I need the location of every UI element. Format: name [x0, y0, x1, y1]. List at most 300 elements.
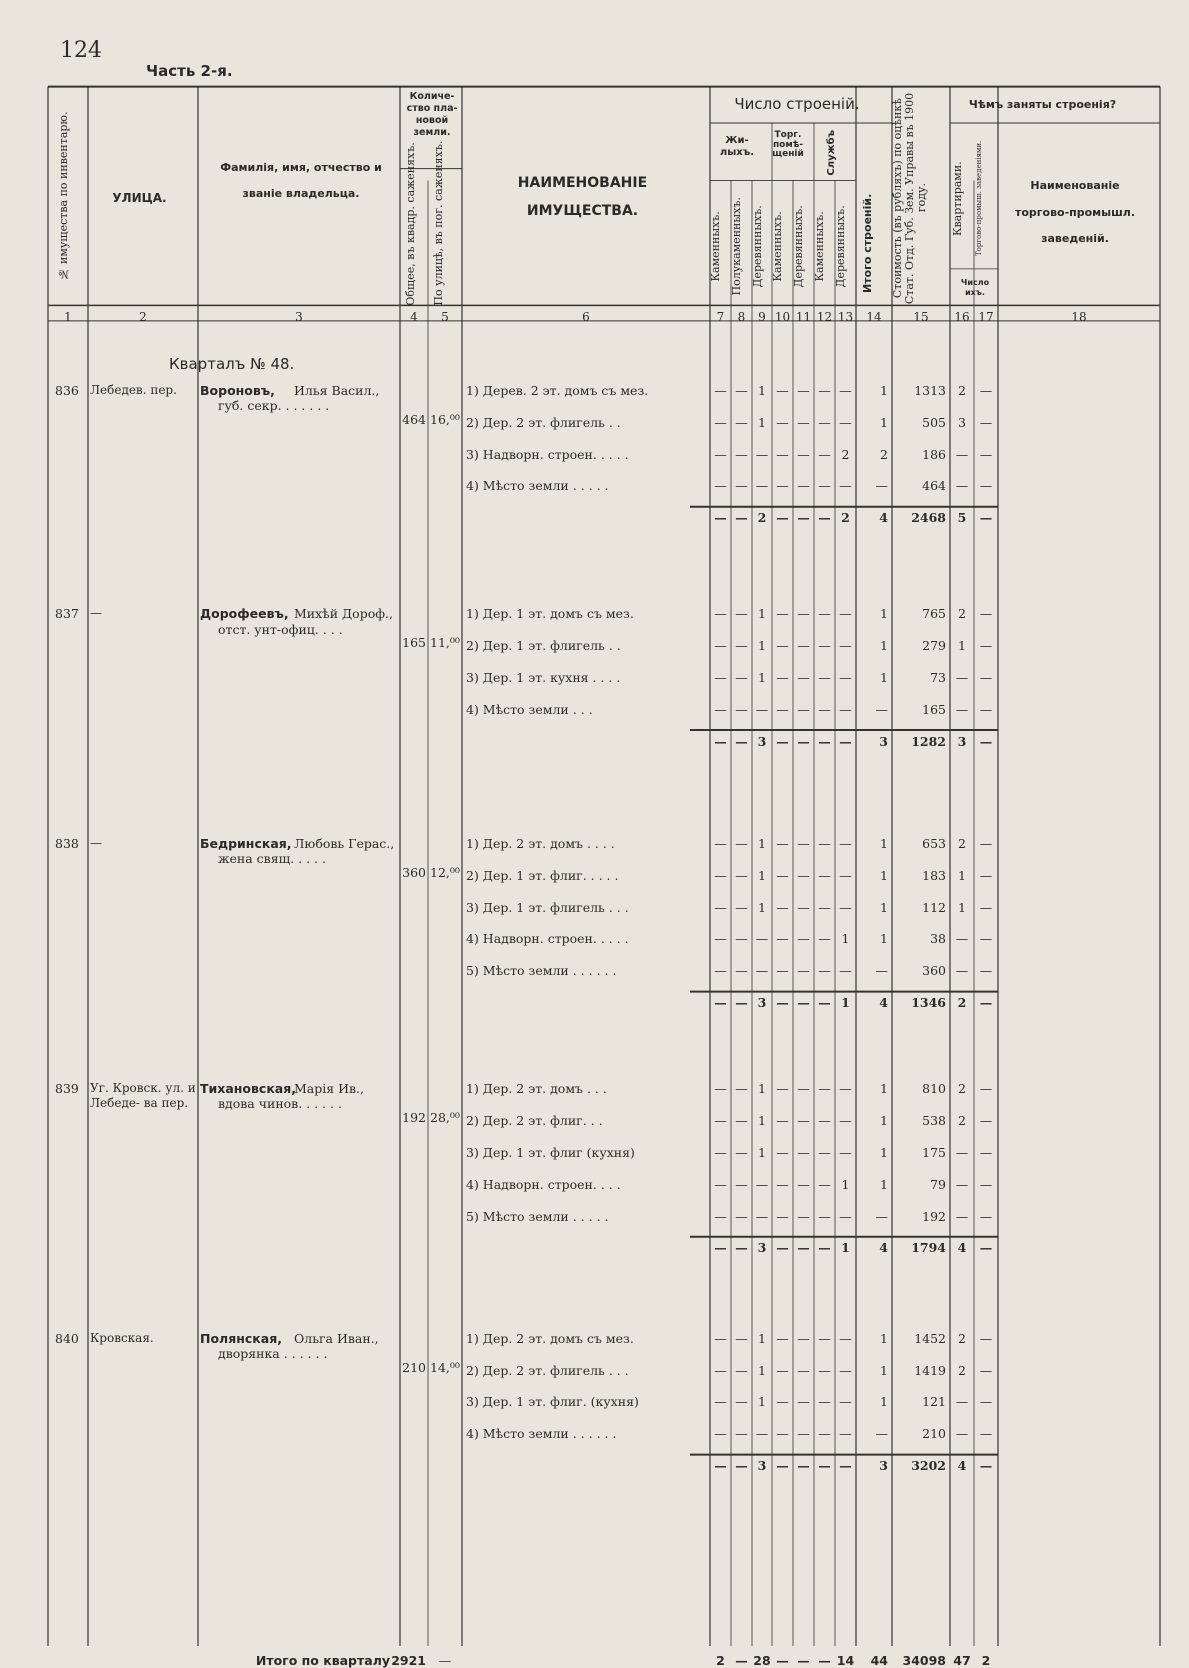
item-c14: 1: [880, 1330, 888, 1346]
item-c11: —: [797, 1176, 810, 1192]
item-c13: —: [839, 899, 852, 915]
subtotal-c16: 4: [957, 1458, 967, 1474]
grand-total-label: Итого по кварталу: [255, 1653, 390, 1668]
property-item: 2) Дер. 1 эт. флиг. . . . .: [466, 867, 619, 883]
grand-c17: 2: [981, 1653, 991, 1668]
subtotal-c14: 4: [879, 995, 888, 1011]
item-c8: —: [735, 669, 748, 685]
column-number: 15: [913, 309, 929, 324]
subtotal-c12: —: [818, 995, 831, 1011]
item-c12: —: [818, 1112, 831, 1128]
item-c8: —: [735, 1426, 748, 1442]
item-cost: 810: [922, 1080, 946, 1096]
subtotal-c11: —: [797, 995, 810, 1011]
frontage: 14,⁰⁰: [430, 1359, 460, 1375]
item-c13: —: [839, 478, 852, 494]
item-c9: 1: [758, 637, 766, 653]
item-c16: —: [955, 1176, 969, 1192]
item-c7: —: [714, 1208, 727, 1224]
item-c10: —: [776, 835, 789, 851]
subtotal-c8: —: [735, 1240, 748, 1256]
item-c10: —: [776, 1144, 789, 1160]
item-c9: —: [755, 701, 769, 717]
subtotal-c12: —: [818, 1240, 831, 1256]
column-number: 4: [410, 309, 418, 324]
property-item: 1) Дер. 2 эт. домъ . . .: [466, 1080, 607, 1096]
item-c10: —: [776, 1208, 789, 1224]
header-street: УЛИЦА.: [112, 191, 167, 206]
item-c7: —: [714, 1112, 727, 1128]
grand-c8: —: [735, 1653, 748, 1668]
subtotal-c10: —: [776, 510, 789, 526]
column-number: 14: [866, 309, 882, 324]
item-c16: —: [955, 931, 969, 947]
header-owner: Фамилія, имя, отчество и званіе владельца.: [220, 160, 382, 201]
item-c8: —: [735, 1362, 748, 1378]
subtotal-c11: —: [797, 733, 810, 749]
item-c8: —: [735, 1394, 748, 1410]
header-c13: Деревянныхъ.: [834, 204, 847, 288]
owner-surname: Вороновъ,: [200, 382, 275, 398]
item-c16: —: [955, 701, 969, 717]
item-c17: —: [979, 1330, 993, 1346]
item-c13: —: [839, 1362, 852, 1378]
item-cost: 538: [922, 1112, 946, 1128]
item-c8: —: [735, 899, 748, 915]
owner-name: Михѣй Дороф.,: [294, 606, 393, 622]
property-item: 4) Мѣсто земли . . . . .: [466, 478, 609, 494]
item-c17: —: [979, 606, 993, 622]
item-c11: —: [797, 1112, 810, 1128]
item-c10: —: [776, 867, 789, 883]
item-c7: —: [714, 931, 727, 947]
item-c11: —: [797, 1426, 810, 1442]
item-c9: —: [755, 478, 769, 494]
owner-title: губ. секр. . . . . . .: [218, 398, 330, 414]
subtotal-c17: —: [979, 733, 993, 749]
property-item: 3) Надворн. строен. . . . .: [466, 446, 629, 462]
column-number: 5: [441, 309, 449, 324]
item-c9: 1: [758, 1330, 766, 1346]
item-c9: —: [755, 446, 769, 462]
header-area: Общее, въ квадр. саженяхъ.: [404, 141, 417, 306]
item-cost: 505: [922, 414, 946, 430]
item-c12: —: [818, 1080, 831, 1096]
header-occupied: Чѣмъ заняты строенія?: [968, 98, 1117, 112]
item-c14: 1: [880, 1362, 888, 1378]
item-c13: —: [839, 1426, 852, 1442]
item-cost: 79: [930, 1176, 946, 1192]
item-c16: —: [955, 1426, 969, 1442]
item-c9: —: [755, 1426, 769, 1442]
item-c9: 1: [758, 669, 766, 685]
header-living: Жи- лыхъ.: [719, 134, 755, 159]
item-c11: —: [797, 637, 810, 653]
header-c7: Каменныхъ.: [709, 210, 722, 282]
item-c13: —: [839, 637, 852, 653]
item-c12: —: [818, 1176, 831, 1192]
item-c8: —: [735, 446, 748, 462]
item-c7: —: [714, 669, 727, 685]
column-number: 16: [954, 309, 970, 324]
item-c17: —: [979, 931, 993, 947]
column-number: 6: [582, 309, 590, 324]
item-c14: —: [875, 701, 888, 717]
item-c13: —: [839, 414, 852, 430]
item-c13: —: [839, 701, 852, 717]
item-c11: —: [797, 1394, 810, 1410]
grand-c11: —: [797, 1653, 810, 1668]
item-c10: —: [776, 1426, 789, 1442]
item-c7: —: [714, 899, 727, 915]
subtotal-c14: 4: [879, 510, 888, 526]
item-c14: 2: [880, 446, 888, 462]
subtotal-c9: 3: [757, 1458, 767, 1474]
item-cost: 279: [922, 637, 946, 653]
item-c13: —: [839, 382, 852, 398]
subtotal-c7: —: [714, 1240, 727, 1256]
item-c7: —: [714, 1144, 727, 1160]
subtotal-c11: —: [797, 510, 810, 526]
item-c9: 1: [758, 1080, 766, 1096]
item-c9: 1: [758, 414, 766, 430]
item-c7: —: [714, 835, 727, 851]
property-number: 837: [55, 606, 79, 622]
quarter-title: Кварталъ № 48.: [169, 355, 295, 374]
item-c11: —: [797, 931, 810, 947]
item-c17: —: [979, 478, 993, 494]
item-c7: —: [714, 1362, 727, 1378]
owner-surname: Тихановская,: [200, 1080, 297, 1096]
item-c13: 1: [841, 931, 850, 947]
item-c13: —: [839, 1394, 852, 1410]
subtotal-c9: 3: [757, 733, 767, 749]
item-c16: 2: [958, 382, 966, 398]
item-c17: —: [979, 1362, 993, 1378]
owner-name: Любовь Герас.,: [294, 835, 395, 851]
property-item: 2) Дер. 2 эт. флигель . .: [466, 414, 621, 430]
item-c7: —: [714, 382, 727, 398]
item-c11: —: [797, 701, 810, 717]
property-item: 1) Дер. 2 эт. домъ . . . .: [466, 835, 615, 851]
item-cost: 653: [922, 835, 946, 851]
item-c8: —: [735, 963, 748, 979]
subtotal-c12: —: [818, 733, 831, 749]
item-c17: —: [979, 1144, 993, 1160]
item-c14: 1: [880, 1080, 888, 1096]
item-c16: 2: [958, 835, 966, 851]
header-c12: Каменныхъ.: [813, 210, 826, 282]
subtotal-c10: —: [776, 1240, 789, 1256]
item-c16: —: [955, 669, 969, 685]
property-item: 3) Дер. 1 эт. флиг (кухня): [466, 1144, 635, 1160]
column-number: 1: [64, 309, 72, 324]
owner-title: дворянка . . . . . .: [218, 1346, 328, 1362]
item-c16: 1: [958, 867, 966, 883]
land-area: 192: [402, 1110, 426, 1126]
column-number: 3: [295, 309, 303, 324]
item-c11: —: [797, 606, 810, 622]
street: Уг. Кровск. ул. и Лебеде- ва пер.: [90, 1080, 196, 1110]
item-c14: 1: [880, 414, 888, 430]
land-area: 360: [402, 864, 426, 880]
property-item: 3) Дер. 1 эт. флиг. (кухня): [466, 1394, 639, 1410]
property-item: 2) Дер. 2 эт. флиг. . .: [466, 1112, 603, 1128]
subtotal-cost: 1346: [911, 995, 946, 1011]
subtotal-c16: 5: [957, 510, 967, 526]
owner-title: отст. унт-офиц. . . .: [218, 621, 343, 637]
property-item: 3) Дер. 1 эт. кухня . . . .: [466, 669, 621, 685]
item-c17: —: [979, 835, 993, 851]
header-c16: Квартирами.: [951, 160, 964, 236]
property-item: 4) Надворн. строен. . . . .: [466, 931, 629, 947]
subtotal-c17: —: [979, 1458, 993, 1474]
property-item: 4) Мѣсто земли . . .: [466, 701, 593, 717]
item-c17: —: [979, 1426, 993, 1442]
item-c16: 2: [958, 606, 966, 622]
column-number: 2: [139, 309, 147, 324]
item-c12: —: [818, 701, 831, 717]
item-c10: —: [776, 1330, 789, 1346]
item-c13: —: [839, 1080, 852, 1096]
item-c17: —: [979, 899, 993, 915]
subtotal-cost: 1282: [911, 733, 946, 749]
item-c13: —: [839, 606, 852, 622]
item-cost: 73: [930, 669, 946, 685]
item-c8: —: [735, 1080, 748, 1096]
item-c16: 2: [958, 1080, 966, 1096]
property-number: 836: [55, 382, 79, 398]
item-c17: —: [979, 1112, 993, 1128]
subtotal-c17: —: [979, 510, 993, 526]
subtotal-c13: 1: [841, 1240, 850, 1256]
item-c10: —: [776, 899, 789, 915]
item-c10: —: [776, 637, 789, 653]
header-c8: Полукаменныхъ.: [730, 196, 743, 296]
street: Лебедев. пер.: [90, 382, 177, 397]
property-item: 1) Дерев. 2 эт. домъ съ мез.: [466, 382, 649, 398]
column-number: 11: [795, 309, 812, 324]
item-c12: —: [818, 478, 831, 494]
header-count: Число ихъ.: [960, 277, 990, 297]
item-c7: —: [714, 446, 727, 462]
property-number: 840: [55, 1330, 79, 1346]
item-c7: —: [714, 478, 727, 494]
item-c10: —: [776, 1080, 789, 1096]
grand-c7: 2: [716, 1653, 725, 1668]
item-c17: —: [979, 963, 993, 979]
item-c11: —: [797, 414, 810, 430]
item-c10: —: [776, 382, 789, 398]
item-c8: —: [735, 382, 748, 398]
item-c8: —: [735, 1176, 748, 1192]
item-c11: —: [797, 899, 810, 915]
header-c17: Торгово-промыш. заведеніями.: [975, 140, 983, 256]
owner-surname: Дорофеевъ,: [200, 606, 289, 622]
subtotal-c10: —: [776, 733, 789, 749]
item-c11: —: [797, 446, 810, 462]
item-c7: —: [714, 637, 727, 653]
property-number: 838: [55, 835, 79, 851]
item-c8: —: [735, 1144, 748, 1160]
item-cost: 1419: [914, 1362, 946, 1378]
property-number: 839: [55, 1080, 79, 1096]
grand-c9: 28: [753, 1653, 771, 1668]
item-c7: —: [714, 414, 727, 430]
item-c14: 1: [880, 382, 888, 398]
item-c9: 1: [758, 1394, 766, 1410]
item-c12: —: [818, 835, 831, 851]
land-area: 165: [402, 635, 426, 651]
header-c10: Каменныхъ.: [771, 210, 784, 282]
item-c8: —: [735, 835, 748, 851]
column-number: 10: [774, 309, 791, 324]
street: Кровская.: [90, 1330, 154, 1345]
subtotal-c12: —: [818, 510, 831, 526]
item-c9: 1: [758, 1362, 766, 1378]
subtotal-c9: 3: [757, 1240, 767, 1256]
item-cost: 1452: [914, 1330, 946, 1346]
item-c12: —: [818, 1208, 831, 1224]
column-number: 7: [716, 309, 725, 324]
item-c10: —: [776, 963, 789, 979]
subtotal-c11: —: [797, 1240, 810, 1256]
item-c7: —: [714, 1426, 727, 1442]
subtotal-c11: —: [797, 1458, 810, 1474]
header-trade: Торг. помѣ- щеній: [772, 130, 804, 160]
item-c12: —: [818, 669, 831, 685]
item-c10: —: [776, 414, 789, 430]
item-c8: —: [735, 478, 748, 494]
header-service: Службъ: [826, 130, 837, 176]
grand-cost: 34098: [902, 1653, 946, 1668]
item-cost: 1313: [914, 382, 946, 398]
item-c17: —: [979, 1208, 993, 1224]
column-number: 12: [816, 309, 833, 324]
subtotal-c14: 4: [879, 1240, 888, 1256]
item-c12: —: [818, 899, 831, 915]
item-c17: —: [979, 1394, 993, 1410]
subtotal-c13: 1: [841, 995, 850, 1011]
item-c16: 3: [958, 414, 966, 430]
item-c9: 1: [758, 1112, 766, 1128]
column-number: 9: [758, 309, 766, 324]
item-c17: —: [979, 669, 993, 685]
item-c13: 2: [841, 446, 850, 462]
item-c17: —: [979, 446, 993, 462]
subtotal-c8: —: [735, 510, 748, 526]
subtotal-cost: 3202: [911, 1458, 946, 1474]
owner-title: жена свящ. . . . .: [218, 851, 326, 867]
item-c14: 1: [880, 899, 888, 915]
grand-c10: —: [776, 1653, 789, 1668]
item-c16: —: [955, 1394, 969, 1410]
page-number: 124: [60, 38, 102, 63]
item-c13: —: [839, 1330, 852, 1346]
item-cost: 186: [922, 446, 946, 462]
header-c15: Стоимость (въ рубляхъ) по оцѣнкѣ Стат. Отд. Губ. Зем. Управы въ 1900 году.: [891, 92, 929, 304]
item-c17: —: [979, 1080, 993, 1096]
item-c13: —: [839, 867, 852, 883]
item-cost: 464: [922, 478, 946, 494]
item-cost: 175: [922, 1144, 946, 1160]
item-c14: —: [875, 1208, 888, 1224]
item-c8: —: [735, 606, 748, 622]
subtotal-c10: —: [776, 1458, 789, 1474]
header-c9: Деревянныхъ.: [751, 204, 764, 288]
subtotal-c8: —: [735, 1458, 748, 1474]
item-c10: —: [776, 446, 789, 462]
item-cost: 360: [922, 963, 946, 979]
grand-c13: 14: [836, 1653, 855, 1668]
item-c8: —: [735, 414, 748, 430]
subtotal-c9: 3: [757, 995, 767, 1011]
item-cost: 210: [922, 1426, 946, 1442]
item-c7: —: [714, 1176, 727, 1192]
item-c10: —: [776, 606, 789, 622]
item-c7: —: [714, 606, 727, 622]
subtotal-c17: —: [979, 995, 993, 1011]
item-c14: —: [875, 963, 888, 979]
item-c14: 1: [880, 835, 888, 851]
item-cost: 192: [922, 1208, 946, 1224]
item-c9: —: [755, 1176, 769, 1192]
item-c9: —: [755, 1208, 769, 1224]
item-c14: —: [875, 478, 888, 494]
item-c12: —: [818, 867, 831, 883]
item-c16: —: [955, 963, 969, 979]
item-c11: —: [797, 478, 810, 494]
owner-surname: Полянская,: [200, 1330, 282, 1346]
item-c17: —: [979, 414, 993, 430]
header-c18: Наименованіе торгово-промышл. заведеній.: [1014, 179, 1136, 245]
item-c11: —: [797, 1362, 810, 1378]
subtotal-c13: —: [839, 733, 852, 749]
subtotal-c9: 2: [757, 510, 767, 526]
item-c11: —: [797, 867, 810, 883]
frontage: 11,⁰⁰: [430, 635, 460, 651]
subtotal-c13: —: [839, 1458, 852, 1474]
street: —: [90, 835, 102, 850]
subtotal-c14: 3: [879, 733, 888, 749]
item-c13: —: [839, 1208, 852, 1224]
item-cost: 765: [922, 606, 946, 622]
subtotal-c13: 2: [841, 510, 850, 526]
item-c8: —: [735, 1330, 748, 1346]
item-c11: —: [797, 835, 810, 851]
item-c12: —: [818, 382, 831, 398]
item-c11: —: [797, 382, 810, 398]
subtotal-c8: —: [735, 995, 748, 1011]
item-c16: 2: [958, 1362, 966, 1378]
item-c17: —: [979, 867, 993, 883]
column-number: 8: [737, 309, 746, 324]
item-c11: —: [797, 1144, 810, 1160]
item-c16: 1: [958, 637, 966, 653]
item-c17: —: [979, 382, 993, 398]
land-area: 210: [402, 1359, 426, 1375]
item-c11: —: [797, 669, 810, 685]
property-item: 4) Надворн. строен. . . .: [466, 1176, 621, 1192]
subtotal-c7: —: [714, 733, 727, 749]
item-c12: —: [818, 1394, 831, 1410]
item-c8: —: [735, 867, 748, 883]
item-cost: 121: [922, 1394, 946, 1410]
owner-name: Илья Васил.,: [294, 382, 380, 398]
property-item: 3) Дер. 1 эт. флигель . . .: [466, 899, 629, 915]
item-c10: —: [776, 1394, 789, 1410]
subtotal-c12: —: [818, 1458, 831, 1474]
